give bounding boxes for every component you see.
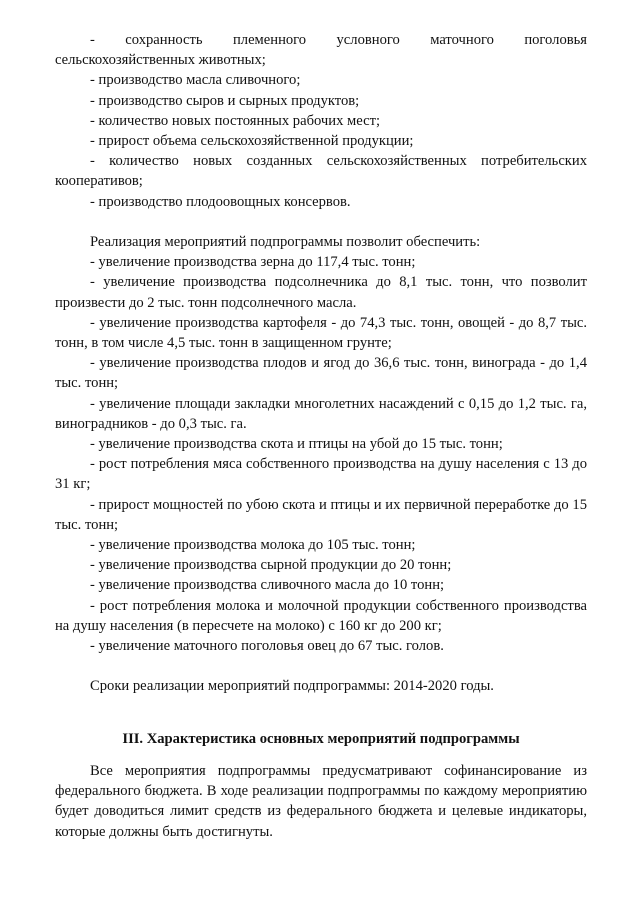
timeline-paragraph: Сроки реализации мероприятий подпрограммы: 2014-2020 годы. — [90, 678, 494, 695]
list-item: - прирост мощностей по убою скота и птицы и их первичной переработке до 15 тыс. тонн; — [55, 496, 587, 533]
list-item: - увеличение производства сливочного масла до 10 тонн; — [90, 577, 445, 594]
list-item: - увеличение производства плодов и ягод до 36,6 тыс. тонн, винограда - до 1,4 тыс. тонн; — [55, 355, 587, 392]
spacer — [55, 656, 587, 676]
list-item: - рост потребления молока и молочной продукции собственного производства на душу населения (в пересчете на молоко) с 160 кг до 200 кг; — [55, 597, 587, 634]
list-item: - увеличение производства скота и птицы на убой до 15 тыс. тонн; — [90, 436, 503, 453]
section-heading: III. Характеристика основных мероприятий подпрограммы — [122, 730, 520, 747]
spacer — [55, 212, 587, 232]
spacer — [55, 697, 587, 717]
list-item: - увеличение производства подсолнечника до 8,1 тыс. тонн, что позволит произвести до 2 тыс. тонн подсолнечного масла. — [55, 274, 587, 311]
list-item: - рост потребления мяса собственного производства на душу населения с 13 до 31 кг; — [55, 456, 587, 493]
list-item: - производство сыров и сырных продуктов; — [90, 92, 360, 109]
list-item: - прирост объема сельскохозяйственной продукции; — [90, 133, 414, 150]
list-item: - количество новых постоянных рабочих мест; — [90, 112, 381, 129]
list-item: - производство плодоовощных консервов. — [90, 193, 351, 210]
section-paragraph: Все мероприятия подпрограммы предусматривают софинансирование из федерального бюджета. В ходе реализации подпрограммы по каждому мероприятию будет доводиться лимит средств из федерального бюджета и целевые индикаторы, которые должны быть достигнуты. — [55, 763, 587, 840]
list-item: - сохранность племенного условного маточного поголовья сельскохозяйственных животных; — [55, 32, 587, 69]
results-intro: Реализация мероприятий подпрограммы позволит обеспечить: — [90, 234, 481, 251]
spacer — [55, 749, 587, 761]
spacer — [55, 717, 587, 729]
indicators-list — [55, 30, 587, 212]
document-page — [55, 30, 587, 842]
results-list — [55, 252, 587, 656]
list-item: - производство масла сливочного; — [90, 72, 301, 89]
list-item: - увеличение маточного поголовья овец до 67 тыс. голов. — [90, 638, 444, 655]
list-item: - увеличение площади закладки многолетних насаждений с 0,15 до 1,2 тыс. га, виноградников - до 0,3 тыс. га. — [55, 395, 587, 432]
list-item: - увеличение производства зерна до 117,4 тыс. тонн; — [90, 254, 416, 271]
list-item: - количество новых созданных сельскохозяйственных потребительских кооперативов; — [55, 153, 587, 190]
list-item: - увеличение производства картофеля - до 74,3 тыс. тонн, овощей - до 8,7 тыс. тонн, в том числе 4,5 тыс. тонн в защищенном грунте; — [55, 314, 587, 352]
list-item: - увеличение производства молока до 105 тыс. тонн; — [90, 537, 416, 554]
list-item: - увеличение производства сырной продукции до 20 тонн; — [90, 557, 452, 574]
